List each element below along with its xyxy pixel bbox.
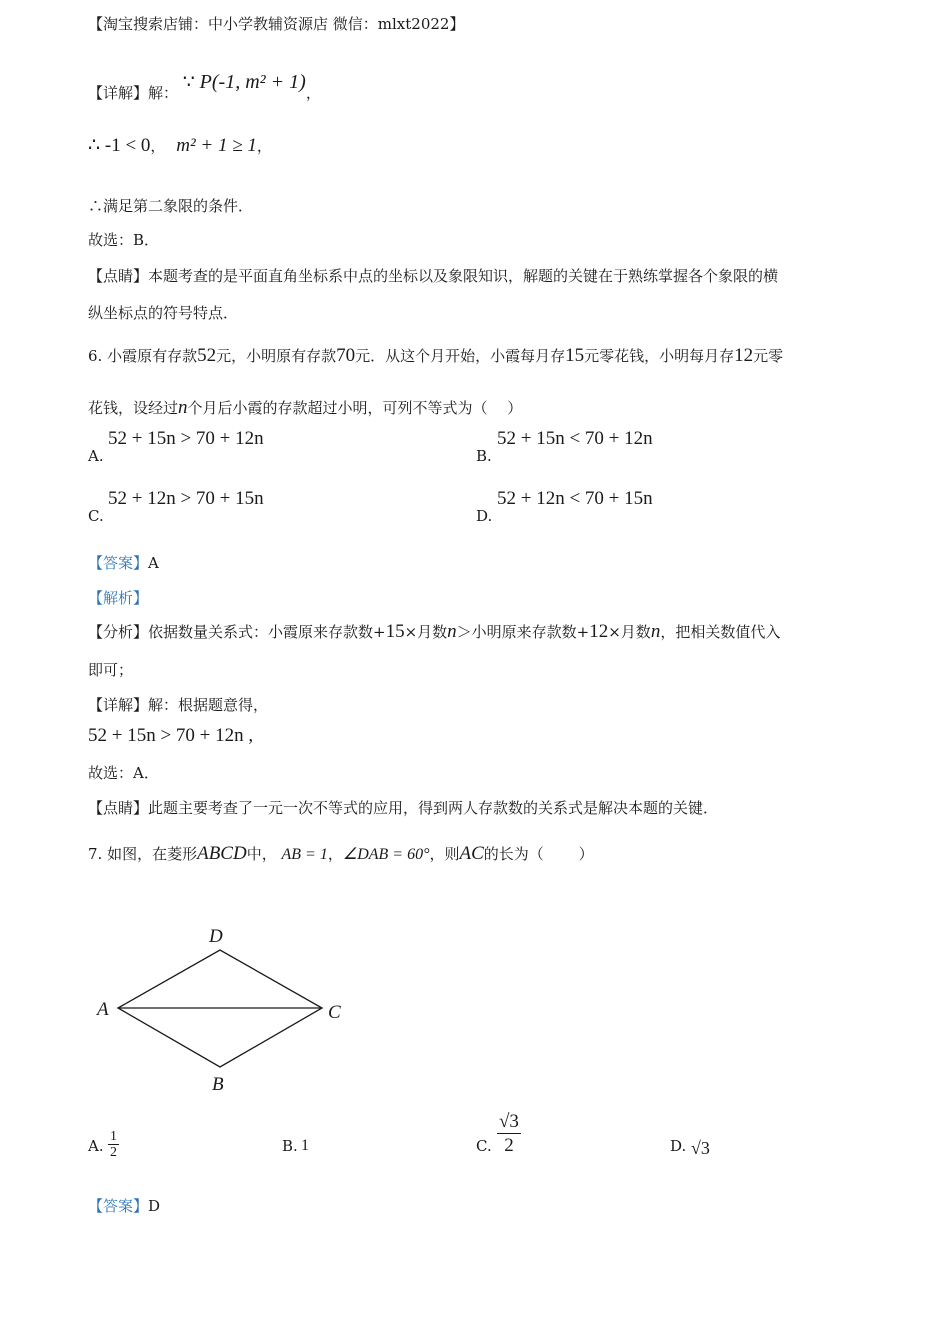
q6-option-d-expr: 52 + 12n < 70 + 15n [497, 488, 653, 509]
q6-detail: 【详解】解：根据题意得， [88, 696, 269, 714]
prev-ineq-2: m² + 1 ≥ 1 [176, 135, 257, 156]
prev-detail-label: 【详解】解： [88, 84, 179, 102]
prev-conclusion: ∴满足第二象限的条件． [88, 197, 254, 215]
q7-stem-text: ，则 [429, 845, 460, 863]
q7-stem-text: 7. 如图，在菱形 [88, 845, 198, 863]
q7-option-a-fraction [108, 1129, 119, 1160]
prev-because-symbol: ∵ [182, 72, 195, 93]
prev-inequalities-line: ∴ -1 < 0， m² + 1 ≥ 1， [88, 135, 272, 156]
q7-answer-tag: 【答案】 [88, 1197, 149, 1215]
q7-option-c-num: √3 [499, 1111, 519, 1132]
q6-var-n: n [178, 397, 188, 418]
q6-analysis-text: ，把相关数值代入 [660, 623, 781, 641]
q6-amount-1: 52 [197, 345, 217, 366]
q6-option-c-expr: 52 + 12n > 70 + 15n [108, 488, 264, 509]
q7-option-b-label: B. [282, 1137, 298, 1155]
q6-analysis-line-2: 即可； [88, 661, 134, 679]
q7-option-c-label: C. [476, 1137, 492, 1155]
q6-rate-2: 12 [734, 345, 754, 366]
vertex-label-a: A [97, 999, 109, 1020]
vertex-label-b: B [212, 1074, 224, 1095]
q7-condition-2: ∠DAB = 60° [342, 846, 430, 863]
q6-stem-text: 6. 小霞原有存款 [88, 347, 198, 365]
q6-option-a-expr: 52 + 15n > 70 + 12n [108, 428, 264, 449]
q6-answer-tag: 【答案】 [88, 554, 149, 572]
q6-analysis-line-1 [88, 622, 780, 642]
q6-analysis-n: n [650, 621, 661, 642]
rhombus-figure [90, 920, 360, 1100]
q6-option-a-label: A. [88, 447, 104, 465]
prev-ineq-comma: ， [150, 137, 166, 155]
q7-option-a-den: 2 [110, 1145, 117, 1160]
q7-option-a-label: A. [88, 1137, 104, 1155]
q6-rate-1: 15 [565, 345, 585, 366]
prev-ineq-1: -1 < 0 [104, 135, 151, 156]
q6-analysis-12: 12 [589, 621, 609, 642]
q6-analysis-text: ＞小明原来存款数+ [456, 623, 590, 641]
prev-detail-line [88, 71, 321, 103]
q6-analysis-text: 【分析】依据数量关系式：小霞原来存款数+ [88, 623, 386, 641]
q7-target: AC [459, 843, 484, 864]
q7-answer-line [88, 1196, 160, 1216]
q6-option-c-label: C. [88, 507, 104, 525]
q6-analysis-tag: 【解析】 [88, 589, 149, 607]
q7-stem-text: 的长为（ ） [483, 845, 594, 863]
q7-option-c-fraction [497, 1110, 521, 1157]
q6-answer: A [148, 554, 159, 572]
q6-amount-2: 70 [336, 345, 356, 366]
q7-option-b-value: 1 [301, 1137, 309, 1154]
q7-stem-text: ， [327, 845, 343, 863]
prev-point-expr: P(-1, m² + 1) [199, 71, 306, 93]
q6-stem-text: 元．从这个月开始，小霞每月存 [355, 347, 566, 365]
prev-choice: 故选：B． [88, 231, 160, 249]
q7-shape: ABCD [197, 843, 247, 864]
q7-answer: D [148, 1197, 161, 1215]
q6-stem-line-2 [88, 398, 522, 418]
q6-stem-line-1 [88, 346, 783, 366]
prev-comment-line-1: 【点睛】本题考查的是平面直角坐标系中点的坐标以及象限知识，解题的关键在于熟练掌握各个象限的横 [88, 267, 779, 285]
q6-stem-text: 花钱，设经过 [88, 399, 179, 417]
q6-analysis-n: n [447, 621, 457, 642]
q6-analysis-text: ×月数 [608, 623, 651, 641]
q7-option-a-num: 1 [110, 1129, 117, 1144]
q6-option-d-label: D. [476, 507, 493, 525]
q6-detail-expr: 52 + 15n > 70 + 12n , [88, 725, 254, 746]
q6-analysis-15: 15 [385, 621, 405, 642]
q7-condition-1: AB = 1 [281, 846, 328, 863]
q6-stem-text: 个月后小霞的存款超过小明，可列不等式为（ ） [187, 399, 523, 417]
q6-analysis-text: ×月数 [404, 623, 448, 641]
prev-comment-line-2: 纵坐标点的符号特点． [88, 304, 239, 322]
q6-stem-text: 元零花钱，小明每月存 [584, 347, 735, 365]
q7-option-d-value: √3 [691, 1138, 710, 1158]
q6-option-b-expr: 52 + 15n < 70 + 12n [497, 428, 653, 449]
prev-comma: ， [305, 84, 321, 102]
q7-option-d-label: D. [670, 1137, 687, 1155]
q7-option-c-den: 2 [504, 1135, 514, 1156]
q6-stem-text: 元，小明原有存款 [216, 347, 337, 365]
q6-choice: 故选：A． [88, 764, 159, 782]
q6-option-b-label: B. [476, 447, 492, 465]
q6-answer-line [88, 553, 159, 573]
q6-stem-text: 元零 [753, 347, 784, 365]
q7-stem-text: 中， [246, 845, 277, 863]
prev-therefore-symbol: ∴ [88, 135, 101, 156]
q6-comment: 【点睛】此题主要考查了一元一次不等式的应用，得到两人存款数的关系式是解决本题的关键． [88, 799, 719, 817]
q7-stem [88, 844, 594, 865]
vertex-label-c: C [328, 1002, 341, 1023]
watermark: 【淘宝搜索店铺：中小学教辅资源店 微信：mlxt2022】 [88, 15, 465, 33]
vertex-label-d: D [209, 926, 223, 947]
